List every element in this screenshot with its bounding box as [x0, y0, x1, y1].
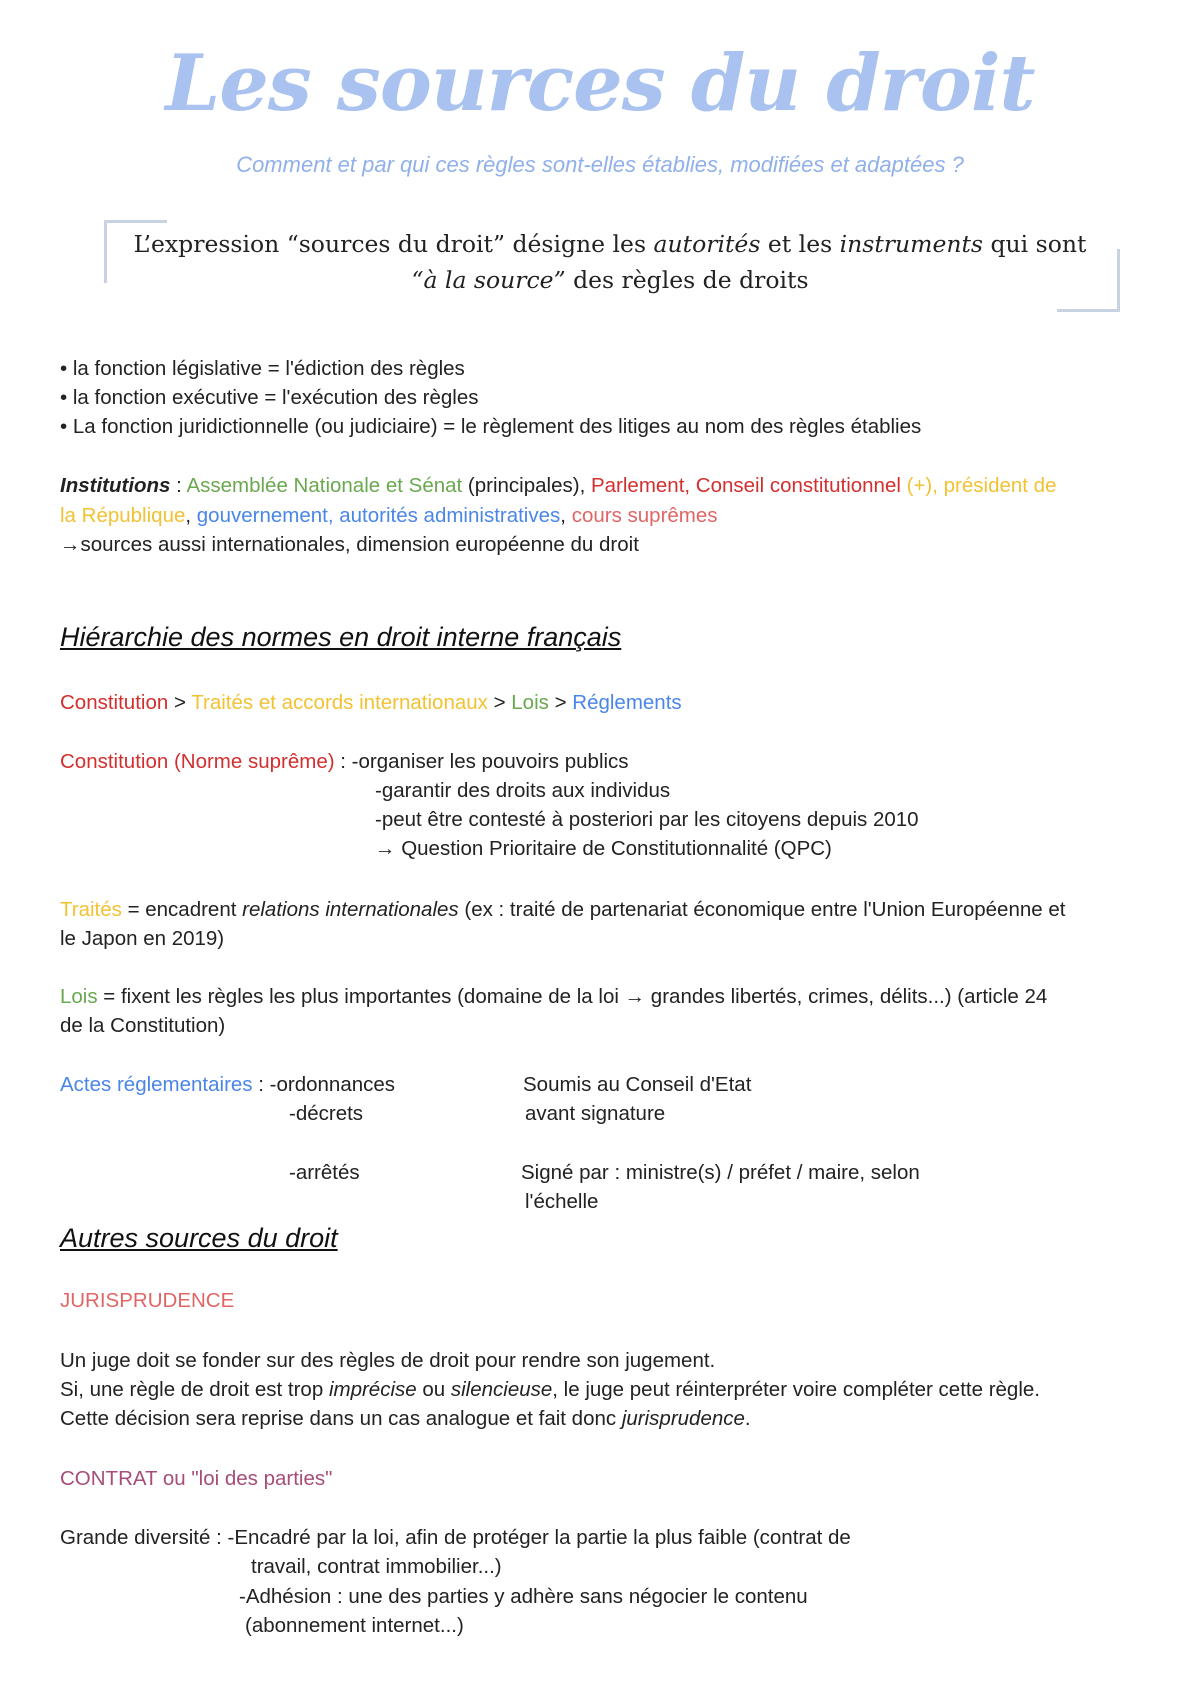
separator: :	[252, 1073, 270, 1096]
juris-em-imprecise: imprécise	[328, 1378, 417, 1401]
traites-label: Traités	[60, 898, 122, 921]
bullet-item: • la fonction exécutive = l'exécution des règles	[60, 386, 479, 409]
quote-part: des règles de droits	[565, 266, 809, 294]
jurisprudence-title: JURISPRUDENCE	[60, 1289, 235, 1312]
acte-arretes: -arrêtés	[289, 1161, 360, 1184]
institution-republique: la République	[60, 504, 186, 527]
juris-text: Si, une règle de droit est trop	[60, 1378, 329, 1401]
separator: :	[334, 750, 352, 773]
institution-gouvernement: gouvernement, autorités administratives	[196, 504, 561, 527]
institutions-line-2	[60, 504, 718, 528]
bullet-item: • la fonction législative = l'édiction des règles	[60, 357, 465, 380]
traites-line-2: le Japon en 2019)	[60, 927, 225, 950]
contrat-label: Grande diversité :	[60, 1526, 228, 1549]
hierarchy-lois: Lois	[511, 691, 549, 714]
contrat-title: CONTRAT ou "loi des parties"	[60, 1467, 333, 1490]
gt-sign: >	[168, 691, 192, 714]
gt-sign: >	[548, 691, 573, 714]
institutions-note: →sources aussi internationales, dimension européenne du droit	[60, 533, 639, 556]
separator: ,	[560, 504, 572, 527]
quote-em-source: “à la source”	[411, 266, 566, 294]
hierarchy-chain	[60, 691, 682, 715]
definition-quote	[100, 216, 1120, 312]
juris-text: Cette décision sera reprise dans un cas analogue et fait donc	[60, 1407, 622, 1430]
juris-em-jurisprudence: jurisprudence	[621, 1407, 745, 1430]
actes-note-1b: avant signature	[525, 1102, 666, 1125]
acte-decrets: -décrets	[289, 1102, 364, 1125]
lois-line-1	[60, 985, 1047, 1009]
actes-line	[60, 1073, 395, 1097]
institution-president: (+), président de	[900, 474, 1057, 497]
hierarchy-traites: Traités et accords internationaux	[191, 691, 488, 714]
separator: :	[170, 474, 187, 497]
institution-an-senat: Assemblée Nationale et Sénat	[186, 474, 463, 497]
contrat-item: -Encadré par la loi, afin de protéger la partie la plus faible (contrat de	[227, 1526, 851, 1549]
constitution-label: Constitution (Norme suprême)	[60, 750, 335, 773]
bullet-item: • La fonction juridictionnelle (ou judiciaire) = le règlement des litiges au nom des règles établies	[60, 415, 922, 438]
lois-text: = fixent les règles les plus importantes (domaine de la loi → grandes libertés, crimes, délits...) (article 24	[97, 985, 1048, 1008]
contrat-line-1	[60, 1526, 851, 1550]
constitution-item: -peut être contesté à posteriori par les citoyens depuis 2010	[375, 808, 919, 831]
juris-em-silencieuse: silencieuse	[450, 1378, 553, 1401]
quote-part: L’expression “sources du droit” désigne les	[133, 230, 654, 258]
quote-em-instruments: instruments	[839, 230, 983, 258]
contrat-line-2: travail, contrat immobilier...)	[251, 1555, 502, 1578]
constitution-item-qpc: → Question Prioritaire de Constitutionnalité (QPC)	[375, 837, 832, 860]
juris-text: .	[744, 1407, 751, 1430]
jurisprudence-line-3	[60, 1407, 751, 1431]
jurisprudence-line-1: Un juge doit se fonder sur des règles de droit pour rendre son jugement.	[60, 1349, 716, 1372]
constitution-item: -garantir des droits aux individus	[375, 779, 671, 802]
page-title: Les sources du droit	[165, 38, 1035, 129]
acte-ordonnances: -ordonnances	[269, 1073, 396, 1096]
institution-parlement: Parlement, Conseil constitutionnel	[590, 474, 901, 497]
traites-em: relations internationales	[242, 898, 459, 921]
actes-note-2a: Signé par : ministre(s) / préfet / maire, selon	[521, 1161, 920, 1184]
gt-sign: >	[487, 691, 512, 714]
quote-em-autorites: autorités	[653, 230, 761, 258]
section-heading-autres: Autres sources du droit	[60, 1223, 338, 1253]
contrat-line-4: (abonnement internet...)	[245, 1614, 464, 1637]
traites-text: = encadrent	[121, 898, 243, 921]
quote-part: et les	[760, 230, 840, 258]
institutions-label: Institutions	[60, 474, 171, 497]
page-subtitle: Comment et par qui ces règles sont-elles établies, modifiées et adaptées ?	[236, 152, 964, 177]
hierarchy-constitution: Constitution	[60, 691, 169, 714]
institutions-text: (principales),	[462, 474, 591, 497]
quote-text	[100, 226, 1120, 298]
traites-text: (ex : traité de partenariat économique entre l'Union Européenne et	[458, 898, 1066, 921]
juris-text: , le juge peut réinterpréter voire compléter cette règle.	[552, 1378, 1040, 1401]
actes-note-1a: Soumis au Conseil d'Etat	[523, 1073, 752, 1096]
actes-note-2b: l'échelle	[525, 1190, 599, 1213]
constitution-item: -organiser les pouvoirs publics	[351, 750, 629, 773]
hierarchy-reglements: Réglements	[572, 691, 682, 714]
lois-label: Lois	[60, 985, 98, 1008]
traites-line-1	[60, 898, 1065, 922]
actes-label: Actes réglementaires	[60, 1073, 253, 1096]
institutions-line-1	[60, 474, 1056, 498]
section-heading-hierarchie: Hiérarchie des normes en droit interne français	[60, 622, 622, 652]
jurisprudence-line-2	[60, 1378, 1040, 1402]
juris-text: ou	[416, 1378, 451, 1401]
separator: ,	[185, 504, 197, 527]
institution-cours-supremes: cours suprêmes	[571, 504, 718, 527]
quote-part: qui sont	[983, 230, 1087, 258]
constitution-line	[60, 750, 629, 774]
lois-line-2: de la Constitution)	[60, 1014, 226, 1037]
contrat-line-3: -Adhésion : une des parties y adhère sans négocier le contenu	[239, 1585, 808, 1608]
